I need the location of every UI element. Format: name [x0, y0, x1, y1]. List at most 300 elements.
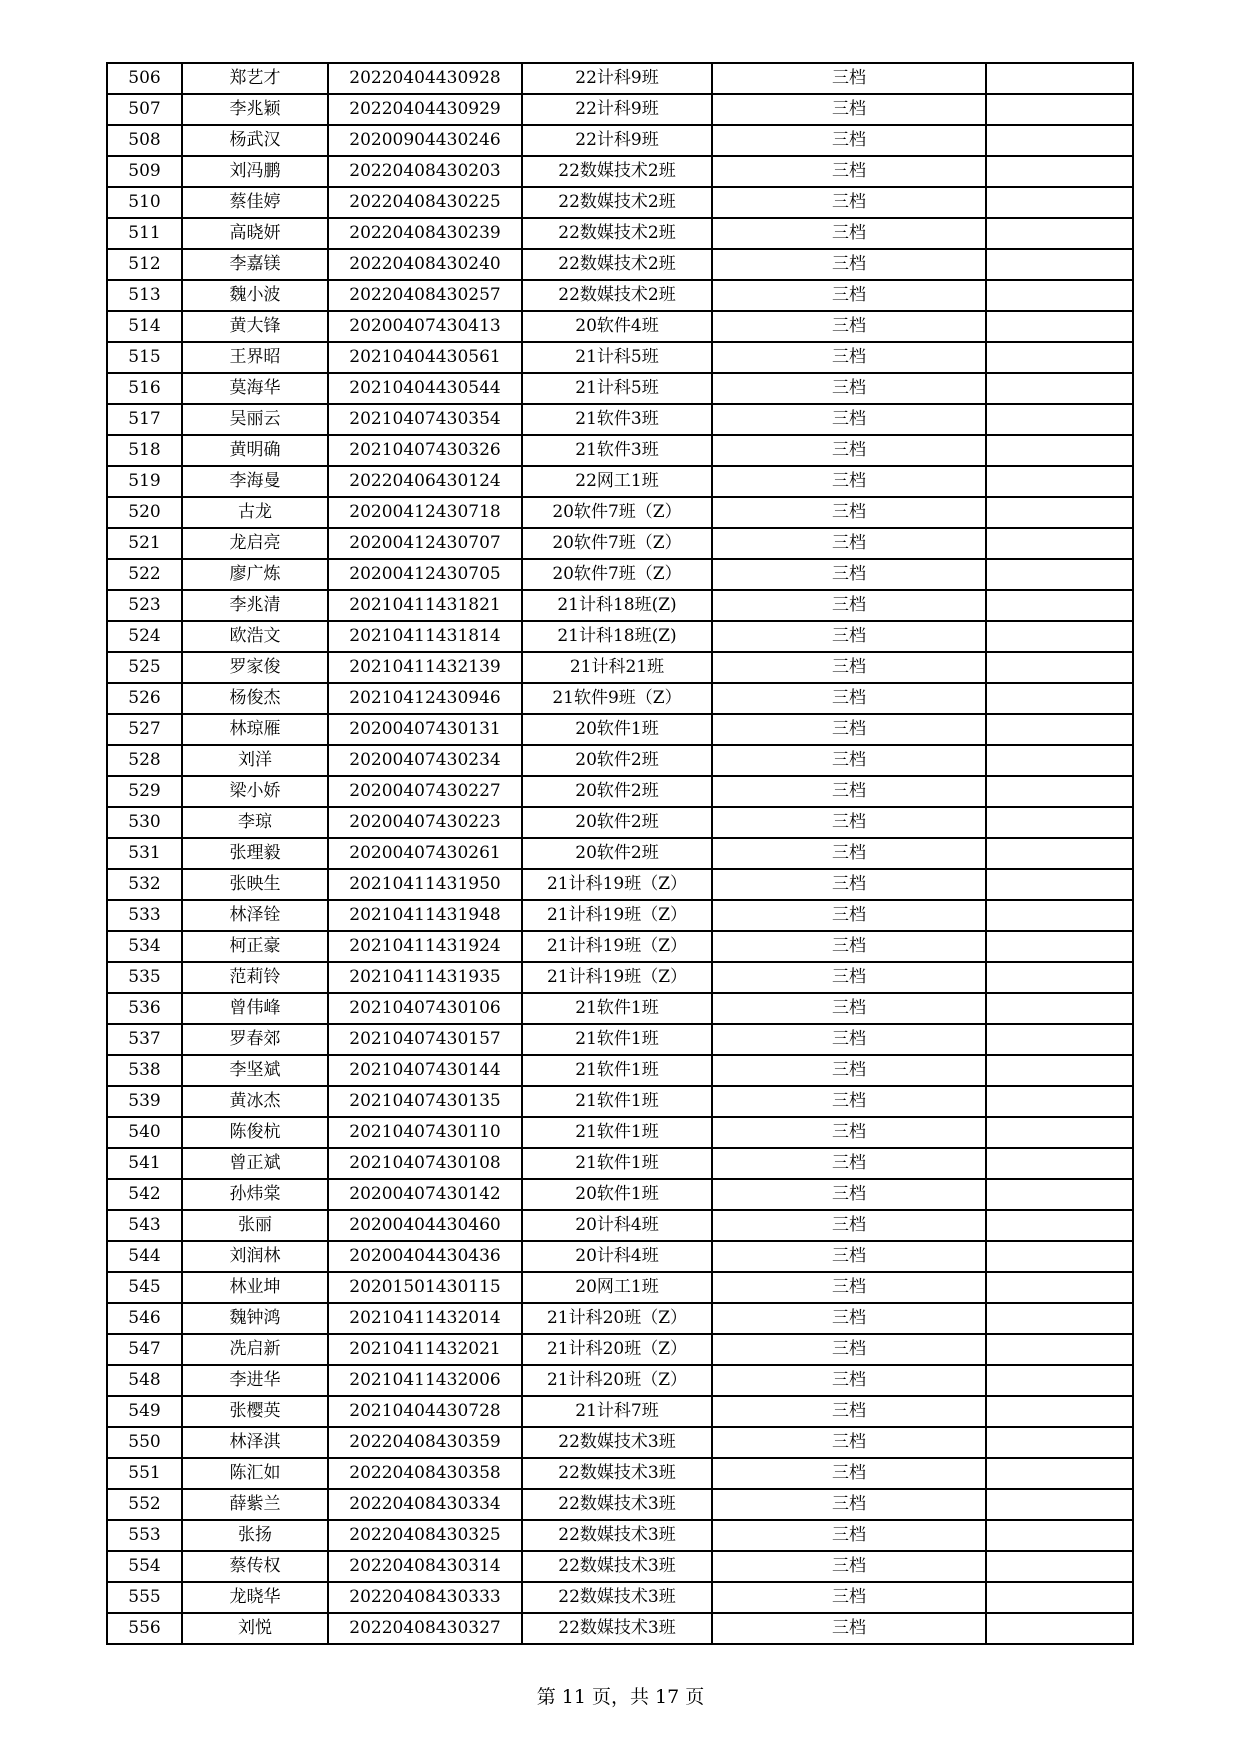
name-cell: 李嘉镁 [182, 249, 328, 280]
class-cell: 21软件1班 [522, 1055, 712, 1086]
name-cell: 杨俊杰 [182, 683, 328, 714]
name-cell: 龙晓华 [182, 1582, 328, 1613]
table-row [107, 838, 1133, 869]
table-row [107, 1365, 1133, 1396]
student-id-cell: 20200412430718 [328, 497, 522, 528]
row-number-cell: 521 [107, 528, 182, 559]
name-cell: 梁小娇 [182, 776, 328, 807]
row-number-cell: 537 [107, 1024, 182, 1055]
row-number-cell: 540 [107, 1117, 182, 1148]
student-id-cell: 20210411432006 [328, 1365, 522, 1396]
row-number-cell: 508 [107, 125, 182, 156]
student-id-cell: 20200407430142 [328, 1179, 522, 1210]
row-number-cell: 531 [107, 838, 182, 869]
name-cell: 刘悦 [182, 1613, 328, 1644]
grade-cell: 三档 [712, 1179, 986, 1210]
table-row [107, 187, 1133, 218]
student-id-cell: 20220408430314 [328, 1551, 522, 1582]
name-cell: 曾伟峰 [182, 993, 328, 1024]
name-cell: 黄明确 [182, 435, 328, 466]
row-number-cell: 510 [107, 187, 182, 218]
class-cell: 21计科21班 [522, 652, 712, 683]
student-id-cell: 20220404430928 [328, 63, 522, 94]
table-row [107, 1520, 1133, 1551]
table-row [107, 1272, 1133, 1303]
student-id-cell: 20220408430359 [328, 1427, 522, 1458]
name-cell: 黄大锋 [182, 311, 328, 342]
class-cell: 21计科19班（Z） [522, 869, 712, 900]
grade-cell: 三档 [712, 714, 986, 745]
name-cell: 刘冯鹏 [182, 156, 328, 187]
class-cell: 21计科5班 [522, 342, 712, 373]
grade-cell: 三档 [712, 528, 986, 559]
student-id-cell: 20210407430135 [328, 1086, 522, 1117]
student-id-cell: 20210412430946 [328, 683, 522, 714]
student-id-cell: 20220404430929 [328, 94, 522, 125]
row-number-cell: 506 [107, 63, 182, 94]
student-id-cell: 20220406430124 [328, 466, 522, 497]
grade-cell: 三档 [712, 900, 986, 931]
table-row [107, 1334, 1133, 1365]
student-id-cell: 20210407430106 [328, 993, 522, 1024]
name-cell: 张樱英 [182, 1396, 328, 1427]
row-number-cell: 553 [107, 1520, 182, 1551]
name-cell: 张映生 [182, 869, 328, 900]
class-cell: 21软件3班 [522, 435, 712, 466]
name-cell: 李进华 [182, 1365, 328, 1396]
empty-cell [986, 745, 1133, 776]
student-id-cell: 20210411432139 [328, 652, 522, 683]
row-number-cell: 530 [107, 807, 182, 838]
grade-cell: 三档 [712, 838, 986, 869]
page-footer [0, 1684, 1241, 1710]
table-row [107, 404, 1133, 435]
name-cell: 黄冰杰 [182, 1086, 328, 1117]
student-id-cell: 20200404430436 [328, 1241, 522, 1272]
class-cell: 21计科20班（Z） [522, 1334, 712, 1365]
class-cell: 22数媒技术3班 [522, 1613, 712, 1644]
student-roster-table-body [107, 63, 1133, 1644]
class-cell: 22网工1班 [522, 466, 712, 497]
name-cell: 高晓妍 [182, 218, 328, 249]
class-cell: 21计科18班(Z) [522, 590, 712, 621]
grade-cell: 三档 [712, 1241, 986, 1272]
student-id-cell: 20210411432014 [328, 1303, 522, 1334]
grade-cell: 三档 [712, 94, 986, 125]
table-row [107, 63, 1133, 94]
empty-cell [986, 1427, 1133, 1458]
table-row [107, 1458, 1133, 1489]
student-id-cell: 20210411431924 [328, 931, 522, 962]
grade-cell: 三档 [712, 435, 986, 466]
student-id-cell: 20210411431935 [328, 962, 522, 993]
class-cell: 22数媒技术3班 [522, 1458, 712, 1489]
student-id-cell: 20220408430239 [328, 218, 522, 249]
empty-cell [986, 156, 1133, 187]
student-roster-table [106, 62, 1134, 1645]
table-row [107, 931, 1133, 962]
table-row [107, 373, 1133, 404]
class-cell: 20软件7班（Z） [522, 528, 712, 559]
table-row [107, 776, 1133, 807]
grade-cell: 三档 [712, 683, 986, 714]
class-cell: 22计科9班 [522, 63, 712, 94]
class-cell: 20软件1班 [522, 1179, 712, 1210]
class-cell: 20软件4班 [522, 311, 712, 342]
grade-cell: 三档 [712, 1520, 986, 1551]
grade-cell: 三档 [712, 962, 986, 993]
grade-cell: 三档 [712, 621, 986, 652]
name-cell: 莫海华 [182, 373, 328, 404]
row-number-cell: 544 [107, 1241, 182, 1272]
empty-cell [986, 249, 1133, 280]
row-number-cell: 536 [107, 993, 182, 1024]
class-cell: 20软件2班 [522, 807, 712, 838]
name-cell: 杨武汉 [182, 125, 328, 156]
table-row [107, 590, 1133, 621]
row-number-cell: 524 [107, 621, 182, 652]
row-number-cell: 548 [107, 1365, 182, 1396]
table-row [107, 94, 1133, 125]
student-id-cell: 20220408430203 [328, 156, 522, 187]
student-id-cell: 20200904430246 [328, 125, 522, 156]
grade-cell: 三档 [712, 1551, 986, 1582]
empty-cell [986, 931, 1133, 962]
grade-cell: 三档 [712, 1334, 986, 1365]
grade-cell: 三档 [712, 590, 986, 621]
name-cell: 孙炜棠 [182, 1179, 328, 1210]
name-cell: 吴丽云 [182, 404, 328, 435]
name-cell: 李兆清 [182, 590, 328, 621]
row-number-cell: 551 [107, 1458, 182, 1489]
row-number-cell: 509 [107, 156, 182, 187]
table-row [107, 1086, 1133, 1117]
grade-cell: 三档 [712, 156, 986, 187]
row-number-cell: 515 [107, 342, 182, 373]
name-cell: 龙启亮 [182, 528, 328, 559]
row-number-cell: 527 [107, 714, 182, 745]
empty-cell [986, 1024, 1133, 1055]
student-id-cell: 20200407430223 [328, 807, 522, 838]
student-id-cell: 20201501430115 [328, 1272, 522, 1303]
grade-cell: 三档 [712, 776, 986, 807]
empty-cell [986, 993, 1133, 1024]
row-number-cell: 547 [107, 1334, 182, 1365]
table-row [107, 125, 1133, 156]
grade-cell: 三档 [712, 373, 986, 404]
name-cell: 魏钟鸿 [182, 1303, 328, 1334]
table-row [107, 962, 1133, 993]
grade-cell: 三档 [712, 1055, 986, 1086]
student-id-cell: 20200404430460 [328, 1210, 522, 1241]
grade-cell: 三档 [712, 807, 986, 838]
grade-cell: 三档 [712, 63, 986, 94]
class-cell: 20软件7班（Z） [522, 559, 712, 590]
grade-cell: 三档 [712, 342, 986, 373]
table-row [107, 683, 1133, 714]
table-row [107, 1055, 1133, 1086]
empty-cell [986, 466, 1133, 497]
student-id-cell: 20210407430157 [328, 1024, 522, 1055]
table-row [107, 342, 1133, 373]
class-cell: 20计科4班 [522, 1210, 712, 1241]
page-footer-text: 第 11 页，共 17 页 [536, 1686, 705, 1708]
class-cell: 22数媒技术2班 [522, 218, 712, 249]
table-row [107, 311, 1133, 342]
row-number-cell: 534 [107, 931, 182, 962]
student-id-cell: 20200412430705 [328, 559, 522, 590]
row-number-cell: 514 [107, 311, 182, 342]
grade-cell: 三档 [712, 1272, 986, 1303]
student-id-cell: 20200407430234 [328, 745, 522, 776]
class-cell: 21计科18班(Z) [522, 621, 712, 652]
class-cell: 20软件2班 [522, 776, 712, 807]
class-cell: 21软件3班 [522, 404, 712, 435]
empty-cell [986, 1117, 1133, 1148]
grade-cell: 三档 [712, 218, 986, 249]
empty-cell [986, 900, 1133, 931]
class-cell: 22数媒技术3班 [522, 1427, 712, 1458]
student-id-cell: 20220408430325 [328, 1520, 522, 1551]
class-cell: 21软件9班（Z） [522, 683, 712, 714]
name-cell: 柯正豪 [182, 931, 328, 962]
class-cell: 22数媒技术2班 [522, 249, 712, 280]
empty-cell [986, 590, 1133, 621]
class-cell: 20软件2班 [522, 745, 712, 776]
grade-cell: 三档 [712, 1613, 986, 1644]
row-number-cell: 554 [107, 1551, 182, 1582]
empty-cell [986, 621, 1133, 652]
empty-cell [986, 1520, 1133, 1551]
class-cell: 21计科20班（Z） [522, 1365, 712, 1396]
grade-cell: 三档 [712, 1489, 986, 1520]
grade-cell: 三档 [712, 1458, 986, 1489]
name-cell: 张理毅 [182, 838, 328, 869]
table-row [107, 869, 1133, 900]
class-cell: 22数媒技术3班 [522, 1582, 712, 1613]
name-cell: 蔡佳婷 [182, 187, 328, 218]
student-id-cell: 20200407430131 [328, 714, 522, 745]
row-number-cell: 529 [107, 776, 182, 807]
empty-cell [986, 311, 1133, 342]
row-number-cell: 523 [107, 590, 182, 621]
name-cell: 范莉铃 [182, 962, 328, 993]
table-row [107, 1396, 1133, 1427]
table-row [107, 900, 1133, 931]
table-row [107, 621, 1133, 652]
grade-cell: 三档 [712, 1427, 986, 1458]
class-cell: 21软件1班 [522, 1117, 712, 1148]
name-cell: 罗家俊 [182, 652, 328, 683]
empty-cell [986, 373, 1133, 404]
row-number-cell: 533 [107, 900, 182, 931]
class-cell: 21计科19班（Z） [522, 900, 712, 931]
grade-cell: 三档 [712, 1210, 986, 1241]
empty-cell [986, 776, 1133, 807]
table-row [107, 1551, 1133, 1582]
empty-cell [986, 1396, 1133, 1427]
grade-cell: 三档 [712, 249, 986, 280]
student-id-cell: 20210411431948 [328, 900, 522, 931]
student-id-cell: 20210407430144 [328, 1055, 522, 1086]
table-row [107, 156, 1133, 187]
class-cell: 20软件7班（Z） [522, 497, 712, 528]
student-id-cell: 20210407430108 [328, 1148, 522, 1179]
table-row [107, 652, 1133, 683]
class-cell: 22计科9班 [522, 94, 712, 125]
grade-cell: 三档 [712, 280, 986, 311]
row-number-cell: 543 [107, 1210, 182, 1241]
empty-cell [986, 683, 1133, 714]
row-number-cell: 546 [107, 1303, 182, 1334]
empty-cell [986, 714, 1133, 745]
table-row [107, 1024, 1133, 1055]
class-cell: 21计科20班（Z） [522, 1303, 712, 1334]
row-number-cell: 539 [107, 1086, 182, 1117]
empty-cell [986, 1458, 1133, 1489]
row-number-cell: 522 [107, 559, 182, 590]
grade-cell: 三档 [712, 869, 986, 900]
row-number-cell: 520 [107, 497, 182, 528]
student-id-cell: 20210404430544 [328, 373, 522, 404]
name-cell: 廖广炼 [182, 559, 328, 590]
empty-cell [986, 63, 1133, 94]
class-cell: 21计科7班 [522, 1396, 712, 1427]
grade-cell: 三档 [712, 311, 986, 342]
name-cell: 李坚斌 [182, 1055, 328, 1086]
empty-cell [986, 1241, 1133, 1272]
row-number-cell: 541 [107, 1148, 182, 1179]
name-cell: 林泽淇 [182, 1427, 328, 1458]
name-cell: 欧浩文 [182, 621, 328, 652]
class-cell: 22计科9班 [522, 125, 712, 156]
student-id-cell: 20220408430333 [328, 1582, 522, 1613]
grade-cell: 三档 [712, 1396, 986, 1427]
name-cell: 古龙 [182, 497, 328, 528]
student-id-cell: 20210407430354 [328, 404, 522, 435]
table-row [107, 435, 1133, 466]
name-cell: 曾正斌 [182, 1148, 328, 1179]
name-cell: 刘洋 [182, 745, 328, 776]
grade-cell: 三档 [712, 931, 986, 962]
class-cell: 21计科19班（Z） [522, 962, 712, 993]
name-cell: 罗春郊 [182, 1024, 328, 1055]
table-row [107, 559, 1133, 590]
grade-cell: 三档 [712, 993, 986, 1024]
grade-cell: 三档 [712, 497, 986, 528]
name-cell: 林泽铨 [182, 900, 328, 931]
row-number-cell: 516 [107, 373, 182, 404]
class-cell: 21计科19班（Z） [522, 931, 712, 962]
grade-cell: 三档 [712, 1117, 986, 1148]
table-row [107, 714, 1133, 745]
class-cell: 20软件2班 [522, 838, 712, 869]
grade-cell: 三档 [712, 559, 986, 590]
empty-cell [986, 962, 1133, 993]
table-row [107, 218, 1133, 249]
student-id-cell: 20220408430358 [328, 1458, 522, 1489]
class-cell: 22数媒技术2班 [522, 187, 712, 218]
empty-cell [986, 528, 1133, 559]
grade-cell: 三档 [712, 1365, 986, 1396]
table-row [107, 1210, 1133, 1241]
empty-cell [986, 1334, 1133, 1365]
student-id-cell: 20200407430413 [328, 311, 522, 342]
row-number-cell: 511 [107, 218, 182, 249]
empty-cell [986, 94, 1133, 125]
class-cell: 21软件1班 [522, 1024, 712, 1055]
row-number-cell: 525 [107, 652, 182, 683]
row-number-cell: 542 [107, 1179, 182, 1210]
table-row [107, 1427, 1133, 1458]
row-number-cell: 532 [107, 869, 182, 900]
table-row [107, 497, 1133, 528]
grade-cell: 三档 [712, 1024, 986, 1055]
class-cell: 22数媒技术3班 [522, 1551, 712, 1582]
name-cell: 刘润林 [182, 1241, 328, 1272]
table-row [107, 1241, 1133, 1272]
student-id-cell: 20200412430707 [328, 528, 522, 559]
class-cell: 20软件1班 [522, 714, 712, 745]
name-cell: 张丽 [182, 1210, 328, 1241]
table-row [107, 1613, 1133, 1644]
student-id-cell: 20220408430225 [328, 187, 522, 218]
table-row [107, 528, 1133, 559]
row-number-cell: 519 [107, 466, 182, 497]
table-row [107, 1179, 1133, 1210]
student-id-cell: 20210411431950 [328, 869, 522, 900]
table-row [107, 1148, 1133, 1179]
row-number-cell: 526 [107, 683, 182, 714]
student-id-cell: 20210404430561 [328, 342, 522, 373]
grade-cell: 三档 [712, 187, 986, 218]
name-cell: 张扬 [182, 1520, 328, 1551]
name-cell: 郑艺才 [182, 63, 328, 94]
class-cell: 22数媒技术2班 [522, 156, 712, 187]
grade-cell: 三档 [712, 1148, 986, 1179]
empty-cell [986, 1210, 1133, 1241]
name-cell: 薛紫兰 [182, 1489, 328, 1520]
table-row [107, 1117, 1133, 1148]
table-row [107, 745, 1133, 776]
grade-cell: 三档 [712, 404, 986, 435]
empty-cell [986, 1303, 1133, 1334]
row-number-cell: 528 [107, 745, 182, 776]
row-number-cell: 550 [107, 1427, 182, 1458]
empty-cell [986, 1086, 1133, 1117]
table-row [107, 249, 1133, 280]
class-cell: 22数媒技术2班 [522, 280, 712, 311]
row-number-cell: 517 [107, 404, 182, 435]
name-cell: 蔡传权 [182, 1551, 328, 1582]
empty-cell [986, 125, 1133, 156]
name-cell: 陈俊杭 [182, 1117, 328, 1148]
name-cell: 李海曼 [182, 466, 328, 497]
row-number-cell: 518 [107, 435, 182, 466]
table-row [107, 466, 1133, 497]
student-id-cell: 20220408430240 [328, 249, 522, 280]
table-row [107, 1582, 1133, 1613]
class-cell: 22数媒技术3班 [522, 1489, 712, 1520]
grade-cell: 三档 [712, 466, 986, 497]
class-cell: 21软件1班 [522, 993, 712, 1024]
empty-cell [986, 280, 1133, 311]
student-id-cell: 20200407430227 [328, 776, 522, 807]
student-id-cell: 20220408430327 [328, 1613, 522, 1644]
name-cell: 冼启新 [182, 1334, 328, 1365]
empty-cell [986, 435, 1133, 466]
empty-cell [986, 652, 1133, 683]
